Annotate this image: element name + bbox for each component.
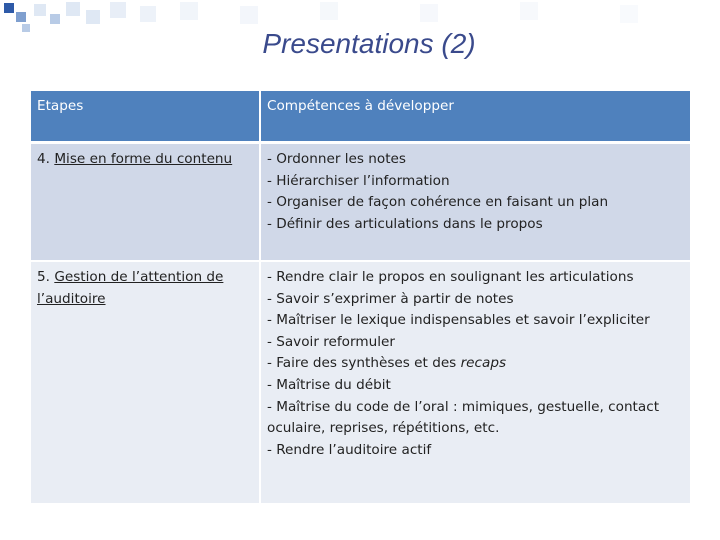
skill-item: - Rendre l’auditoire actif	[267, 441, 432, 458]
skills-cell	[261, 144, 690, 262]
table-row	[31, 262, 690, 503]
step-name: Gestion de l’attention de l’auditoire	[37, 269, 224, 307]
skill-italic-word: recaps	[460, 355, 507, 372]
header-competences: Compétences à développer	[261, 91, 690, 144]
table-header-row	[31, 91, 690, 144]
table-row	[31, 144, 690, 262]
skill-item: - Rendre clair le propos en soulignant les articulations	[267, 269, 634, 285]
skill-item: - Maîtrise du débit	[267, 376, 391, 393]
skills-cell	[261, 262, 690, 503]
skill-item: - Savoir reformuler	[267, 333, 395, 350]
slide-title: Presentations (2)	[262, 28, 476, 59]
skill-item: - Maîtrise du code de l’oral : mimiques, gestuelle, contact oculaire, reprises, répétitions, etc.	[267, 398, 660, 437]
step-name: Mise en forme du contenu	[54, 151, 233, 167]
step-number: 4.	[37, 151, 50, 167]
step-cell	[31, 144, 261, 262]
skill-item: - Ordonner les notes	[267, 151, 406, 167]
skill-item: - Maîtriser le lexique indispensables et savoir l’expliciter	[267, 312, 650, 329]
skills-table	[31, 91, 690, 503]
skill-item: - Hiérarchiser l’information	[267, 172, 450, 189]
header-etapes: Etapes	[31, 91, 261, 144]
skill-item	[267, 353, 684, 375]
skill-item: - Définir des articulations dans le propos	[267, 215, 543, 232]
step-cell	[31, 262, 261, 503]
skill-item: - Organiser de façon cohérence en faisant un plan	[267, 194, 609, 211]
step-number: 5.	[37, 269, 50, 285]
skill-item: - Savoir s’exprimer à partir de notes	[267, 290, 514, 307]
skill-item-text: - Faire des synthèses et des	[267, 355, 461, 372]
